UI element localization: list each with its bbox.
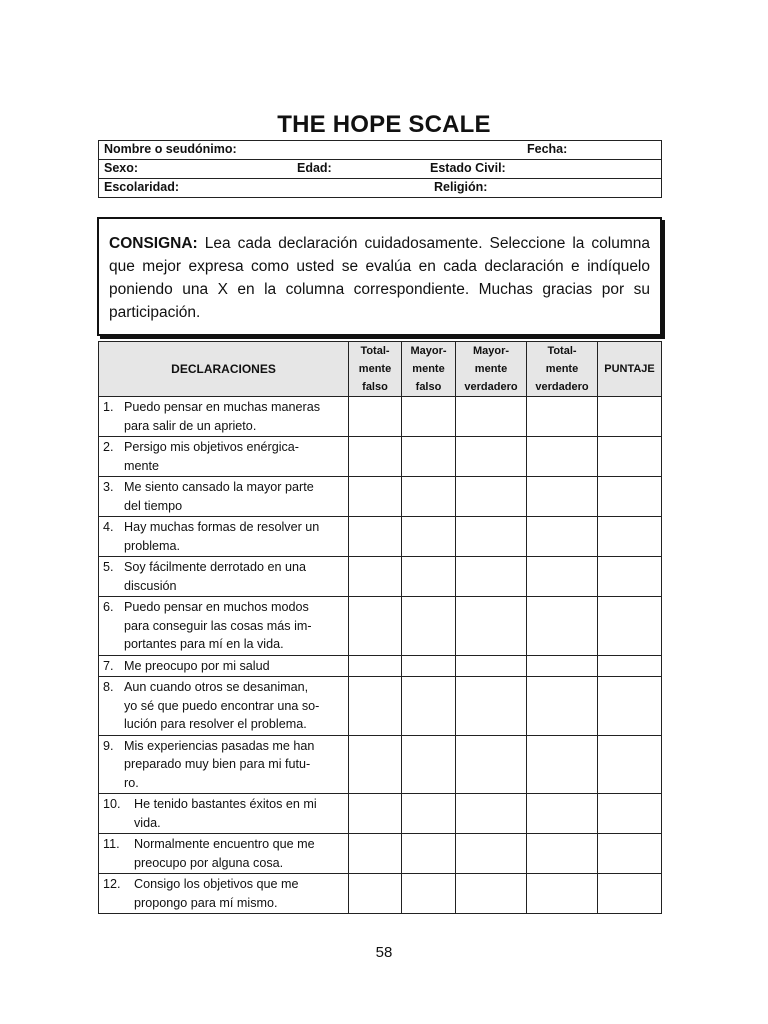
statement-text-line: para conseguir las cosas más im-	[124, 618, 312, 633]
statement-cell	[99, 677, 349, 736]
statement-number: 2.	[103, 440, 114, 454]
statement-text-line: portantes para mí en la vida.	[124, 637, 284, 651]
answer-cell-mayormente-falso[interactable]	[402, 834, 456, 874]
header-line: Total-	[360, 345, 390, 357]
statement-text-line: yo sé que puedo encontrar una so-	[124, 698, 320, 713]
answer-cell-totalmente-falso[interactable]	[349, 655, 402, 677]
answer-cell-mayormente-falso[interactable]	[402, 874, 456, 914]
statement-number: 11.	[103, 837, 120, 851]
answer-cell-totalmente-verdadero[interactable]	[527, 735, 598, 794]
table-row	[99, 655, 662, 677]
statement-number	[103, 457, 124, 476]
statement-number	[103, 417, 124, 436]
table-row	[99, 874, 662, 914]
answer-cell-totalmente-falso[interactable]	[349, 597, 402, 656]
header-line: Mayor-	[472, 345, 510, 357]
statement-cell	[99, 397, 349, 437]
statement-number	[103, 774, 124, 793]
info-row-sexo	[99, 160, 662, 179]
answer-cell-totalmente-verdadero[interactable]	[527, 557, 598, 597]
answer-cell-mayormente-falso[interactable]	[402, 437, 456, 477]
statement-text-line: ro.	[124, 775, 139, 790]
header-totalmente-verdadero	[527, 342, 598, 397]
answer-cell-totalmente-falso[interactable]	[349, 677, 402, 736]
statement-number	[103, 854, 134, 873]
answer-cell-mayormente-verdadero[interactable]	[456, 397, 527, 437]
statement-number: 9.	[103, 738, 114, 753]
statement-cell	[99, 735, 349, 794]
header-line: mente	[545, 363, 579, 375]
puntaje-cell[interactable]	[598, 655, 662, 677]
statement-cell	[99, 557, 349, 597]
statement-text-line: Mis experiencias pasadas me han	[124, 738, 315, 753]
statement-text-line: He tenido bastantes éxitos en mi	[134, 797, 317, 811]
statement-number: 6.	[103, 600, 114, 614]
puntaje-cell[interactable]	[598, 735, 662, 794]
header-line: mente	[474, 363, 508, 375]
answer-cell-mayormente-verdadero[interactable]	[456, 794, 527, 834]
statement-number: 8.	[103, 680, 114, 694]
instructions-box	[97, 217, 662, 336]
puntaje-header: PUNTAJE	[598, 342, 662, 397]
statement-number: 5.	[103, 560, 114, 574]
header-line: mente	[358, 363, 392, 375]
statement-text-line: propongo para mí mismo.	[134, 895, 278, 910]
statement-number: 7.	[103, 658, 114, 673]
puntaje-cell[interactable]	[598, 597, 662, 656]
answer-cell-mayormente-verdadero[interactable]	[456, 557, 527, 597]
info-row-escolaridad	[99, 179, 662, 198]
statement-text-line: Me siento cansado la mayor parte	[124, 480, 314, 494]
hope-scale-table	[98, 341, 662, 914]
header-line: falso	[415, 381, 442, 393]
answer-cell-totalmente-verdadero[interactable]	[527, 834, 598, 874]
statement-text-line: mente	[124, 458, 160, 473]
statement-number	[103, 577, 124, 596]
statement-number	[103, 617, 124, 636]
consigna-label: CONSIGNA:	[109, 235, 198, 252]
table-row	[99, 397, 662, 437]
answer-cell-totalmente-verdadero[interactable]	[527, 597, 598, 656]
consigna-text: Lea cada declaración cuidadosamente. Seleccione la columna que mejor expresa como usted se evalúa en cada declaración e indíquelo poniendo una X en la columna correspondiente. Muchas gracias por su participación.	[109, 235, 650, 321]
statement-text-line: del tiempo	[124, 498, 183, 513]
answer-cell-mayormente-verdadero[interactable]	[456, 874, 527, 914]
answer-cell-totalmente-falso[interactable]	[349, 735, 402, 794]
statement-text-line: preparado muy bien para mi futu-	[124, 757, 311, 771]
statement-text-line: Consigo los objetivos que me	[134, 877, 299, 891]
escolaridad-label: Escolaridad:	[104, 180, 180, 194]
table-row	[99, 517, 662, 557]
statement-text-line: para salir de un aprieto.	[124, 418, 257, 433]
statement-text-line: discusión	[124, 578, 177, 593]
answer-cell-mayormente-verdadero[interactable]	[456, 834, 527, 874]
table-row	[99, 437, 662, 477]
answer-cell-totalmente-falso[interactable]	[349, 477, 402, 517]
statement-text-line: preocupo por alguna cosa.	[134, 855, 284, 870]
answer-cell-mayormente-verdadero[interactable]	[456, 517, 527, 557]
header-line: falso	[362, 381, 388, 393]
answer-cell-totalmente-verdadero[interactable]	[527, 437, 598, 477]
answer-cell-mayormente-verdadero[interactable]	[456, 597, 527, 656]
table-row	[99, 794, 662, 834]
header-line: Total-	[547, 345, 577, 357]
info-row-nombre	[99, 141, 662, 160]
statement-cell	[99, 597, 349, 656]
answer-cell-totalmente-falso[interactable]	[349, 834, 402, 874]
statement-cell	[99, 517, 349, 557]
statement-number: 1.	[103, 400, 114, 414]
sexo-label: Sexo:	[104, 161, 139, 175]
answer-cell-totalmente-falso[interactable]	[349, 794, 402, 834]
header-totalmente-falso	[349, 342, 402, 397]
page-title: THE HOPE SCALE	[277, 111, 491, 138]
header-line: Mayor-	[410, 345, 447, 357]
answer-cell-mayormente-verdadero[interactable]	[456, 677, 527, 736]
statement-text-line: Puedo pensar en muchas maneras	[124, 400, 321, 414]
statement-cell	[99, 477, 349, 517]
statement-text-line: Persigo mis objetivos enérgica-	[124, 440, 299, 454]
statement-text-line: Hay muchas formas de resolver un	[124, 520, 320, 534]
header-mayormente-falso	[402, 342, 456, 397]
answer-cell-totalmente-verdadero[interactable]	[527, 794, 598, 834]
statement-text-line: problema.	[124, 538, 181, 553]
puntaje-cell[interactable]	[598, 874, 662, 914]
header-line: verdadero	[535, 381, 589, 393]
header-line: mente	[412, 363, 445, 375]
answer-cell-totalmente-falso[interactable]	[349, 397, 402, 437]
answer-cell-mayormente-verdadero[interactable]	[456, 735, 527, 794]
statement-number	[103, 755, 124, 774]
answer-cell-mayormente-verdadero[interactable]	[456, 477, 527, 517]
statement-number: 3.	[103, 480, 114, 494]
answer-cell-mayormente-falso[interactable]	[402, 597, 456, 656]
answer-cell-mayormente-falso[interactable]	[402, 794, 456, 834]
puntaje-cell[interactable]	[598, 437, 662, 477]
answer-cell-mayormente-falso[interactable]	[402, 397, 456, 437]
statement-number: 4.	[103, 520, 114, 534]
statement-number	[103, 537, 124, 556]
answer-cell-mayormente-falso[interactable]	[402, 557, 456, 597]
answer-cell-mayormente-verdadero[interactable]	[456, 655, 527, 677]
puntaje-cell[interactable]	[598, 397, 662, 437]
answer-cell-totalmente-verdadero[interactable]	[527, 655, 598, 677]
statement-text-line: Soy fácilmente derrotado en una	[124, 560, 307, 574]
answer-cell-mayormente-falso[interactable]	[402, 477, 456, 517]
nombre-label: Nombre o seudónimo:	[104, 142, 237, 156]
statement-number: 10.	[103, 797, 121, 811]
answer-cell-totalmente-falso[interactable]	[349, 517, 402, 557]
religion-label: Religión:	[434, 180, 488, 194]
table-header-row	[99, 342, 662, 397]
statement-text-line: Puedo pensar en muchos modos	[124, 600, 309, 614]
statement-number	[103, 635, 124, 654]
header-mayormente-verdadero	[456, 342, 527, 397]
statement-number: 12.	[103, 877, 121, 891]
puntaje-cell[interactable]	[598, 677, 662, 736]
statement-text-line: lución para resolver el problema.	[124, 717, 307, 731]
answer-cell-totalmente-verdadero[interactable]	[527, 477, 598, 517]
respondent-info-table	[98, 140, 662, 198]
answer-cell-mayormente-falso[interactable]	[402, 735, 456, 794]
statement-cell	[99, 834, 349, 874]
statement-text-line: Normalmente encuentro que me	[134, 837, 315, 851]
puntaje-cell[interactable]	[598, 557, 662, 597]
answer-cell-totalmente-falso[interactable]	[349, 437, 402, 477]
statement-number	[103, 715, 124, 734]
statement-cell	[99, 874, 349, 914]
table-row	[99, 557, 662, 597]
answer-cell-mayormente-falso[interactable]	[402, 517, 456, 557]
puntaje-cell[interactable]	[598, 517, 662, 557]
table-row	[99, 834, 662, 874]
puntaje-cell[interactable]	[598, 477, 662, 517]
estado-civil-label: Estado Civil:	[430, 161, 506, 175]
answer-cell-totalmente-falso[interactable]	[349, 874, 402, 914]
table-row	[99, 477, 662, 517]
answer-cell-totalmente-verdadero[interactable]	[527, 874, 598, 914]
answer-cell-totalmente-falso[interactable]	[349, 557, 402, 597]
statement-text-line: Aun cuando otros se desaniman,	[124, 680, 309, 694]
declaraciones-header: DECLARACIONES	[99, 342, 349, 397]
answer-cell-totalmente-verdadero[interactable]	[527, 517, 598, 557]
page-number: 58	[375, 944, 393, 961]
table-row	[99, 735, 662, 794]
statement-number	[103, 697, 124, 716]
answer-cell-mayormente-falso[interactable]	[402, 655, 456, 677]
answer-cell-mayormente-falso[interactable]	[402, 677, 456, 736]
puntaje-cell[interactable]	[598, 794, 662, 834]
statement-number	[103, 814, 134, 833]
statement-cell	[99, 437, 349, 477]
fecha-label: Fecha:	[527, 142, 568, 156]
statement-number	[103, 894, 134, 913]
answer-cell-totalmente-verdadero[interactable]	[527, 397, 598, 437]
statement-text-line: vida.	[134, 815, 161, 830]
statement-cell	[99, 655, 349, 677]
edad-label: Edad:	[297, 161, 332, 175]
puntaje-cell[interactable]	[598, 834, 662, 874]
statement-cell	[99, 794, 349, 834]
table-row	[99, 677, 662, 736]
statement-text-line: Me preocupo por mi salud	[124, 658, 270, 673]
answer-cell-totalmente-verdadero[interactable]	[527, 677, 598, 736]
answer-cell-mayormente-verdadero[interactable]	[456, 437, 527, 477]
table-row	[99, 597, 662, 656]
header-line: verdadero	[464, 381, 518, 393]
statement-number	[103, 497, 124, 516]
